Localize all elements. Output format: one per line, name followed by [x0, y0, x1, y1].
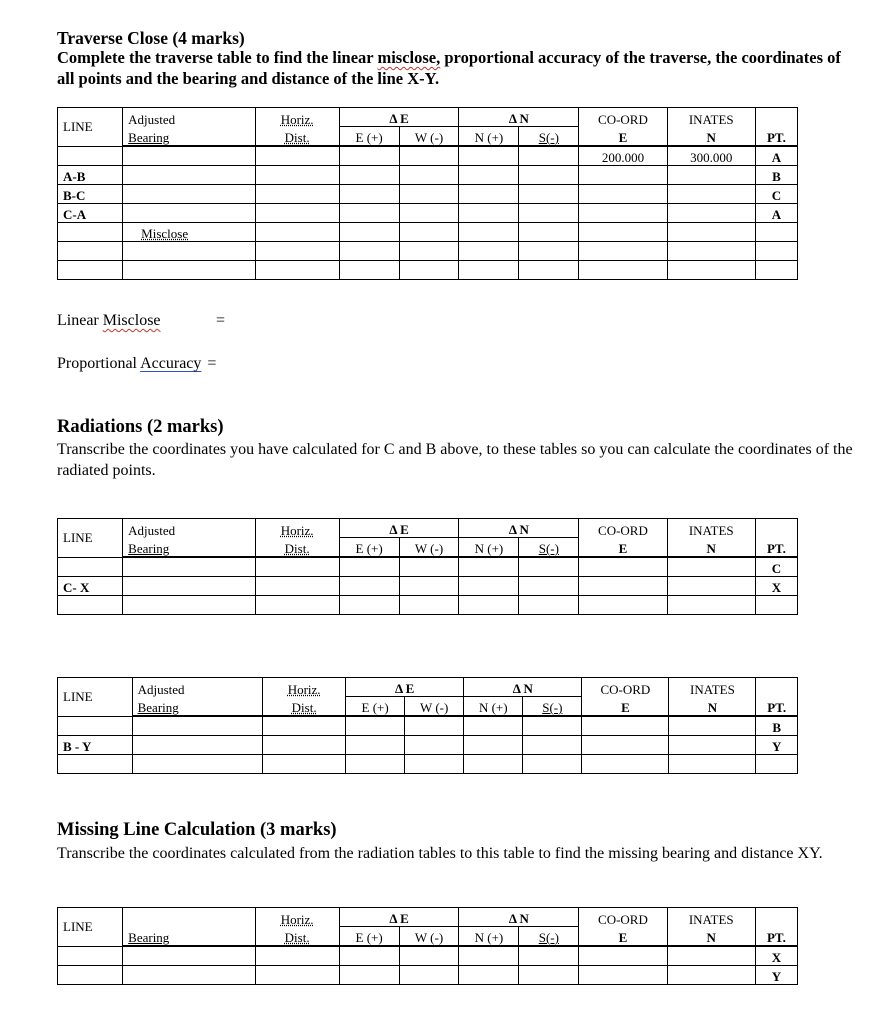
row-pt: B	[755, 166, 797, 185]
header-inates: INATES	[667, 108, 755, 127]
header-n-plus: N (+)	[459, 538, 519, 558]
header-coord: CO-ORD	[579, 519, 667, 538]
header-n: N	[667, 927, 755, 947]
header-s-minus: S(-)	[523, 697, 582, 717]
header-pt: PT.	[755, 927, 797, 947]
header-n-plus: N (+)	[464, 697, 523, 717]
header-pt: PT.	[755, 127, 797, 147]
header-dist: Dist.	[255, 127, 339, 147]
header-e: E	[579, 927, 667, 947]
row-pt: C	[755, 185, 797, 204]
header-s-minus: S(-)	[519, 127, 579, 147]
linear-misclose-label: Linear Misclose	[57, 312, 161, 329]
header-delta-e: Δ E	[339, 519, 459, 538]
header-s-minus: S(-)	[519, 538, 579, 558]
header-horiz: Horiz.	[255, 908, 339, 927]
start-e: 200.000	[579, 146, 667, 166]
header-delta-n: Δ N	[459, 519, 579, 538]
header-coord: CO-ORD	[582, 678, 669, 697]
header-horiz: Horiz.	[255, 519, 339, 538]
missing-title: Missing Line Calculation (3 marks)	[57, 820, 337, 840]
header-inates: INATES	[669, 678, 756, 697]
header-w-minus: W (-)	[405, 697, 464, 717]
header-delta-n: Δ N	[464, 678, 582, 697]
header-e: E	[579, 127, 667, 147]
pt-x: X	[755, 946, 797, 966]
header-e: E	[582, 697, 669, 717]
header-delta-e: Δ E	[339, 908, 459, 927]
header-n: N	[667, 127, 755, 147]
header-line: LINE	[58, 108, 123, 147]
header-bearing: Bearing	[123, 927, 255, 947]
header-delta-e: Δ E	[346, 678, 464, 697]
header-e: E	[579, 538, 667, 558]
header-inates: INATES	[667, 908, 755, 927]
header-s-minus: S(-)	[519, 927, 579, 947]
header-dist: Dist.	[263, 697, 346, 717]
header-w-minus: W (-)	[399, 127, 459, 147]
row-line: B-C	[58, 185, 123, 204]
header-line: LINE	[58, 908, 123, 947]
start-pt: C	[755, 557, 797, 577]
header-w-minus: W (-)	[399, 927, 459, 947]
header-line: LINE	[58, 678, 133, 717]
header-n-plus: N (+)	[459, 127, 519, 147]
row-pt: Y	[756, 736, 798, 755]
header-e-plus: E (+)	[339, 927, 399, 947]
traverse-instruction: Complete the traverse table to find the linear misclose, proportional accuracy of the traverse, the coordinates of all points and the bearing and distance of the line X-Y.	[57, 48, 841, 88]
header-bearing: Bearing	[132, 697, 263, 717]
header-adjusted: Adjusted	[123, 108, 255, 127]
header-e-plus: E (+)	[339, 127, 399, 147]
header-e-plus: E (+)	[339, 538, 399, 558]
header-inates: INATES	[667, 519, 755, 538]
header-adjusted: Adjusted	[132, 678, 263, 697]
start-pt: A	[755, 146, 797, 166]
radiation-table-c	[57, 518, 798, 615]
radiations-instruction: Transcribe the coordinates you have calculated for C and B above, to these tables so you can calculate the coordinates of the radiated points.	[57, 441, 853, 479]
row-line: C-A	[58, 204, 123, 223]
header-delta-n: Δ N	[459, 908, 579, 927]
header-pt: PT.	[756, 697, 798, 717]
row-line: C- X	[58, 577, 123, 596]
header-w-minus: W (-)	[399, 538, 459, 558]
header-coord: CO-ORD	[579, 908, 667, 927]
header-pt: PT.	[755, 538, 797, 558]
header-e-plus: E (+)	[346, 697, 405, 717]
header-line: LINE	[58, 519, 123, 558]
header-adjusted: Adjusted	[123, 519, 255, 538]
header-n: N	[667, 538, 755, 558]
start-n: 300.000	[667, 146, 755, 166]
row-line: B - Y	[58, 736, 133, 755]
missing-instruction: Transcribe the coordinates calculated from the radiation tables to this table to find the missing bearing and distance XY.	[57, 845, 823, 862]
misclose-label: Misclose	[123, 223, 255, 242]
row-line: A-B	[58, 166, 123, 185]
proportional-accuracy-label: Proportional Accuracy =	[57, 355, 217, 372]
missing-line-table	[57, 907, 798, 985]
header-coord: CO-ORD	[579, 108, 667, 127]
traverse-title: Traverse Close (4 marks)	[57, 28, 245, 48]
header-bearing: Bearing	[123, 127, 255, 147]
header-bearing: Bearing	[123, 538, 255, 558]
header-horiz: Horiz.	[255, 108, 339, 127]
pt-y: Y	[755, 966, 797, 985]
row-pt: A	[755, 204, 797, 223]
header-dist: Dist.	[255, 927, 339, 947]
header-dist: Dist.	[255, 538, 339, 558]
header-delta-n: Δ N	[459, 108, 579, 127]
traverse-table	[57, 107, 798, 280]
header-n-plus: N (+)	[459, 927, 519, 947]
row-pt: X	[755, 577, 797, 596]
radiation-table-b	[57, 677, 798, 774]
radiations-title: Radiations (2 marks)	[57, 417, 224, 437]
linear-misclose-equals: =	[216, 312, 226, 329]
header-delta-e: Δ E	[339, 108, 459, 127]
start-pt: B	[756, 716, 798, 736]
header-n: N	[669, 697, 756, 717]
header-horiz: Horiz.	[263, 678, 346, 697]
